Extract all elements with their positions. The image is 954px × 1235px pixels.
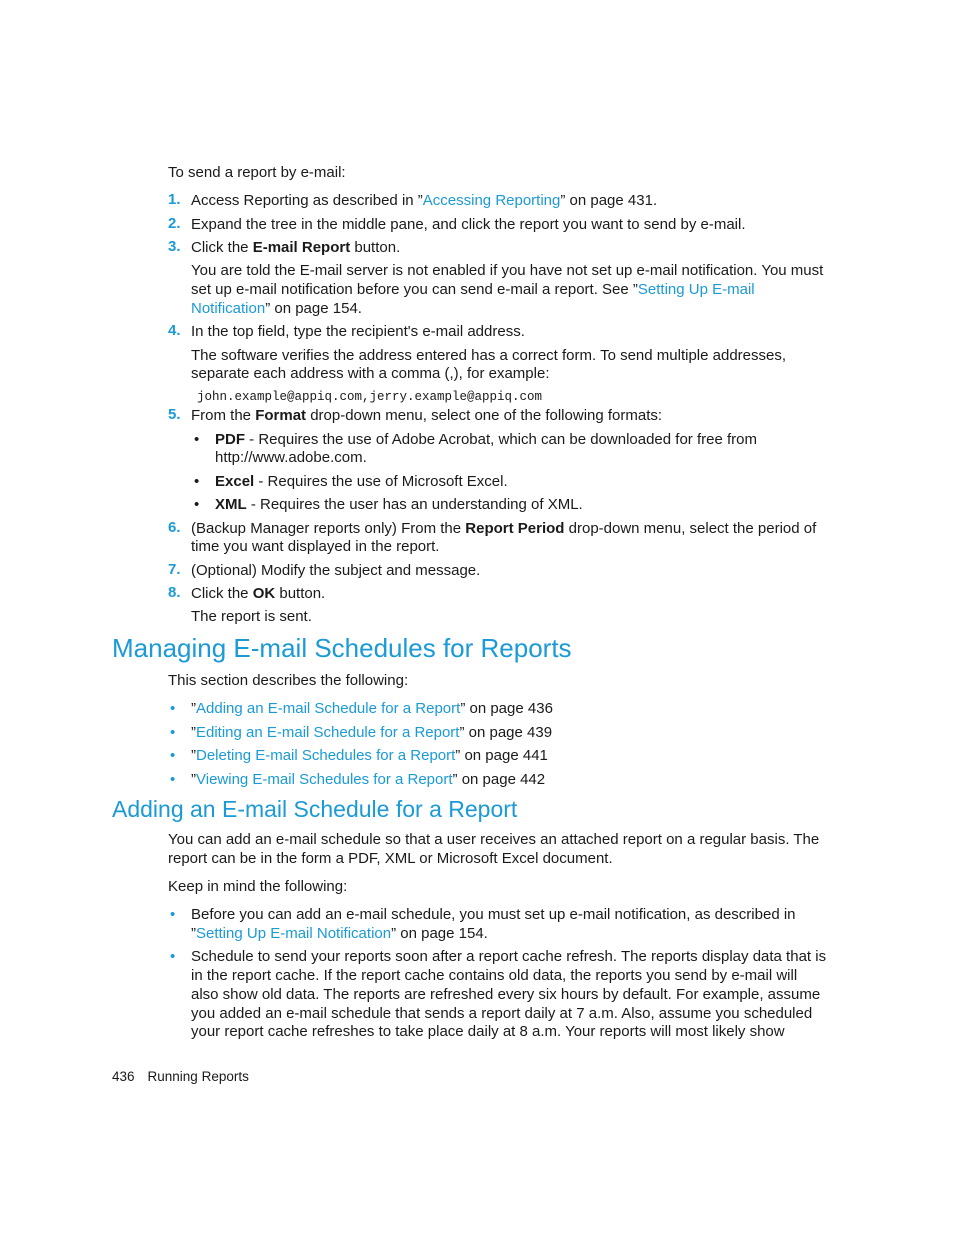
step-text: drop-down menu, select the period of [564,520,817,537]
toc-item [191,746,548,765]
toc-item [191,723,552,742]
note-line [191,924,488,943]
setting-up-email-notification-link[interactable]: Setting Up E-mail Notification [196,925,392,942]
format-desc: - Requires the use of Microsoft Excel. [254,473,508,490]
step-8-text [191,584,325,603]
step-text: From the [191,407,256,424]
step-6-text [191,519,816,538]
format-name: XML [215,496,247,513]
ui-term: E-mail Report [252,239,351,256]
quote: ” [191,747,196,764]
bullet: • [170,906,176,923]
page-ref: ” on page 439 [459,724,553,741]
accessing-reporting-link[interactable]: Accessing Reporting [422,192,561,209]
format-name: PDF [215,431,245,448]
bullet: • [170,700,176,717]
running-title: Running Reports [147,1069,249,1084]
paragraph-line: You can add an e-mail schedule so that a user receives an attached report on a regular basis. The [168,831,820,848]
step-text: ” on page 431. [560,192,658,209]
step-text: Access Reporting as described in ” [191,192,423,209]
subsection-heading: Adding an E-mail Schedule for a Report [112,796,518,822]
step-2-text: Expand the tree in the middle pane, and click the report you want to send by e-mail. [191,216,746,233]
page-ref: ” on page 441 [455,747,548,764]
note-line: your report cache refreshes to take place daily at 8 a.m. Your reports will most likely show [191,1023,785,1040]
step-number: 4. [168,322,181,339]
bullet: • [194,431,200,448]
notification-link[interactable]: Notification [191,300,266,317]
keep-in-mind: Keep in mind the following: [168,878,348,895]
step-number: 1. [168,191,181,208]
note-line: also show old data. The reports are refreshed every six hours by default. For example, assume [191,986,821,1003]
note-line: you added an e-mail schedule that sends a report daily at 7 a.m. Also, assume you scheduled [191,1005,813,1022]
step-3-note-line [191,299,362,318]
quote: ” [191,771,196,788]
step-number: 8. [168,584,181,601]
step-3-text [191,238,400,257]
step-text: button. [275,585,326,602]
quote: ” [191,700,196,717]
note-text: set up e-mail notification before you can send e-mail a report. See ” [191,281,638,298]
format-pdf [215,430,757,449]
step-4-note-line: separate each address with a comma (,), for example: [191,365,550,382]
page-number: 436 [112,1069,135,1084]
step-text: Click the [191,585,253,602]
setting-up-email-link[interactable]: Setting Up E-mail [637,281,755,298]
step-text: (Backup Manager reports only) From the [191,520,466,537]
format-xml [215,495,583,514]
step-4-text: In the top field, type the recipient's e-mail address. [191,323,525,340]
ui-term: Format [255,407,307,424]
bullet: • [170,771,176,788]
deleting-schedules-link[interactable]: Deleting E-mail Schedules for a Report [196,747,456,764]
format-name: Excel [215,473,255,490]
section-intro: This section describes the following: [168,672,409,689]
page-ref: ” on page 442 [452,771,546,788]
step-3-note-line [191,280,755,299]
quote: ” [191,925,196,942]
step-3-note-line: You are told the E-mail server is not enabled if you have not set up e-mail notification. You must [191,262,824,279]
step-8-note: The report is sent. [191,608,312,625]
step-number: 7. [168,561,181,578]
step-text: Click the [191,239,253,256]
format-desc: - Requires the user has an understanding of XML. [246,496,583,513]
step-number: 5. [168,406,181,423]
bullet: • [194,496,200,513]
bullet: • [170,948,176,965]
step-4-note-line: The software verifies the address entered has a correct form. To send multiple addresses, [191,347,787,364]
note-line: in the report cache. If the report cache contains old data, the reports you send by e-mail will [191,967,798,984]
step-text: button. [350,239,401,256]
email-example-code: john.example@appiq.com,jerry.example@appiq.com [197,390,543,404]
viewing-schedules-link[interactable]: Viewing E-mail Schedules for a Report [196,771,453,788]
bullet: • [194,473,200,490]
adobe-url: http://www.adobe.com. [215,449,367,466]
editing-schedule-link[interactable]: Editing an E-mail Schedule for a Report [196,724,460,741]
paragraph-line: report can be in the form a PDF, XML or Microsoft Excel document. [168,850,613,867]
note-text: ” on page 154. [265,300,362,317]
bullet: • [170,724,176,741]
bullet: • [170,747,176,764]
step-number: 3. [168,238,181,255]
step-number: 2. [168,215,181,232]
note-line: Before you can add an e-mail schedule, you must set up e-mail notification, as described in [191,906,796,923]
ui-term: Report Period [465,520,565,537]
format-desc: - Requires the use of Adobe Acrobat, which can be downloaded for free from [245,431,757,448]
step-text: drop-down menu, select one of the following formats: [306,407,663,424]
section-heading: Managing E-mail Schedules for Reports [112,633,572,663]
step-number: 6. [168,519,181,536]
page-footer [112,1067,249,1086]
toc-item [191,770,545,789]
toc-item [191,699,553,718]
note-line: Schedule to send your reports soon after a report cache refresh. The reports display data that is [191,948,827,965]
ui-term: OK [252,585,276,602]
page-ref: ” on page 436 [460,700,553,717]
step-6-text-line2: time you want displayed in the report. [191,538,440,555]
step-5-text [191,406,662,425]
intro-text: To send a report by e-mail: [168,164,346,181]
step-7-text: (Optional) Modify the subject and message. [191,562,481,579]
adding-schedule-link[interactable]: Adding an E-mail Schedule for a Report [196,700,461,717]
quote: ” [191,724,196,741]
format-excel [215,472,508,491]
page-ref: ” on page 154. [391,925,488,942]
step-1-text [191,191,657,210]
